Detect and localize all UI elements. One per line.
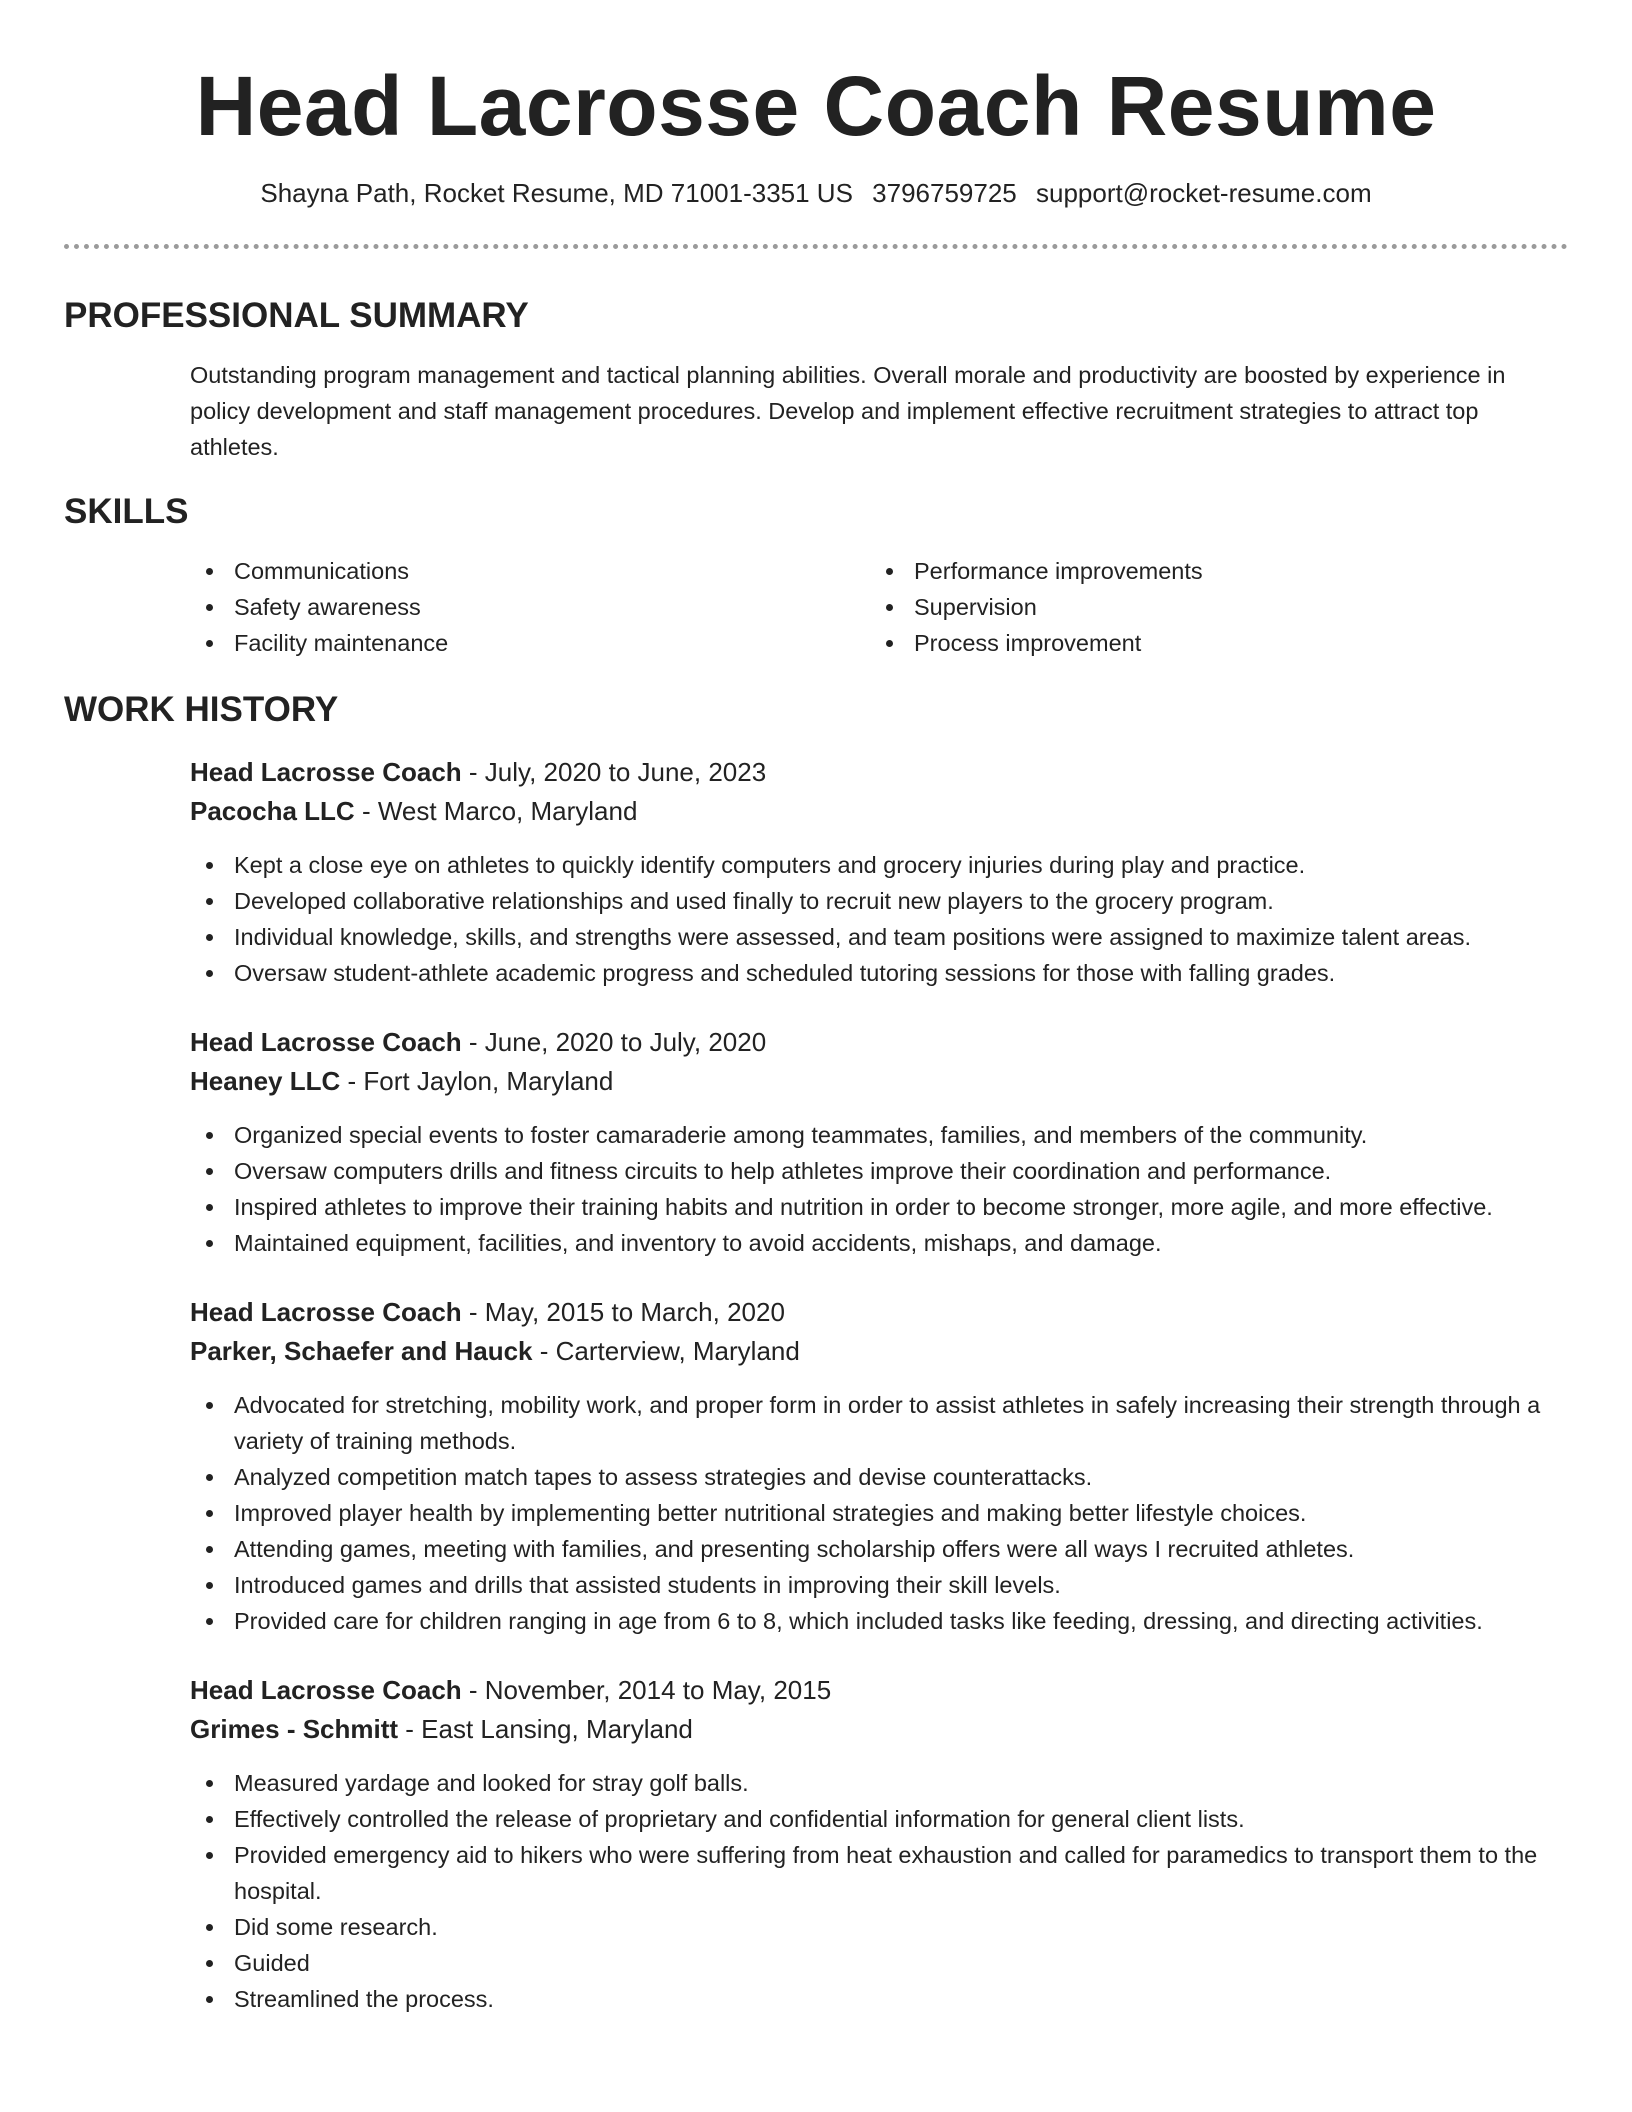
- skills-column-right: [870, 553, 1550, 661]
- job-company-line: [190, 1710, 1568, 1749]
- job-title: Head Lacrosse Coach: [190, 757, 462, 788]
- section-heading-work-history: WORK HISTORY: [64, 690, 339, 730]
- job-title-line: [190, 753, 1568, 792]
- resume-title: Head Lacrosse Coach Resume: [195, 59, 1437, 153]
- job-title-line: [190, 1293, 1568, 1332]
- job-bullet: Did some research.: [190, 1909, 1568, 1945]
- job-company: Heaney LLC: [190, 1066, 341, 1097]
- job-bullet: Guided: [190, 1945, 1568, 1981]
- job-dates: - July, 2020 to June, 2023: [461, 757, 767, 788]
- job-title: Head Lacrosse Coach: [190, 1027, 462, 1058]
- job-location: - Carterview, Maryland: [532, 1336, 800, 1367]
- summary-text: Outstanding program management and tactical planning abilities. Overall morale and productivity are boosted by experience in policy development and staff management procedures. Develop and implement effective recruitment strategies to attract top athletes.: [190, 362, 1506, 461]
- contact-email: support@rocket-resume.com: [1036, 177, 1372, 208]
- skill-item: Supervision: [870, 589, 1550, 625]
- job-company: Parker, Schaefer and Hauck: [190, 1336, 533, 1367]
- job-bullets: [190, 847, 1568, 991]
- header-divider: [64, 244, 1568, 249]
- job-bullet: Developed collaborative relationships and used finally to recruit new players to the grocery program.: [190, 883, 1568, 919]
- section-heading-summary: PROFESSIONAL SUMMARY: [64, 296, 529, 336]
- job-location: - Fort Jaylon, Maryland: [340, 1066, 614, 1097]
- skills-section: [0, 491, 1632, 661]
- job-company-line: [190, 1062, 1568, 1101]
- job-title: Head Lacrosse Coach: [190, 1675, 462, 1706]
- job-entry: [190, 1023, 1568, 1261]
- job-title: Head Lacrosse Coach: [190, 1297, 462, 1328]
- resume-header: [0, 0, 1632, 210]
- job-location: - West Marco, Maryland: [354, 796, 638, 827]
- skills-column-left: [190, 553, 870, 661]
- professional-summary-section: [0, 295, 1632, 465]
- job-title-line: [190, 1023, 1568, 1062]
- contact-line: [0, 177, 1632, 211]
- job-company-line: [190, 792, 1568, 831]
- job-bullet: Oversaw student-athlete academic progress and scheduled tutoring sessions for those with falling grades.: [190, 955, 1568, 991]
- job-bullet: Individual knowledge, skills, and strengths were assessed, and team positions were assigned to maximize talent areas.: [190, 919, 1568, 955]
- job-bullet: Oversaw computers drills and fitness circuits to help athletes improve their coordination and performance.: [190, 1153, 1568, 1189]
- job-company: Grimes - Schmitt: [190, 1714, 399, 1745]
- job-bullet: Analyzed competition match tapes to assess strategies and devise counterattacks.: [190, 1459, 1568, 1495]
- job-bullet: Attending games, meeting with families, and presenting scholarship offers were all ways I recruited athletes.: [190, 1531, 1568, 1567]
- job-bullet: Improved player health by implementing better nutritional strategies and making better lifestyle choices.: [190, 1495, 1568, 1531]
- skill-item: Process improvement: [870, 625, 1550, 661]
- job-bullet: Measured yardage and looked for stray golf balls.: [190, 1765, 1568, 1801]
- job-bullet: Inspired athletes to improve their training habits and nutrition in order to become stronger, more agile, and more effective.: [190, 1189, 1568, 1225]
- job-bullet: Provided emergency aid to hikers who were suffering from heat exhaustion and called for paramedics to transport them to the hospital.: [190, 1837, 1568, 1909]
- skills-grid: [190, 553, 1568, 661]
- job-company-line: [190, 1332, 1568, 1371]
- job-bullet: Maintained equipment, facilities, and inventory to avoid accidents, mishaps, and damage.: [190, 1225, 1568, 1261]
- work-history-section: [0, 689, 1632, 2017]
- job-dates: - November, 2014 to May, 2015: [461, 1675, 832, 1706]
- job-entry: [190, 753, 1568, 991]
- job-dates: - May, 2015 to March, 2020: [461, 1297, 785, 1328]
- job-bullet: Kept a close eye on athletes to quickly identify computers and grocery injuries during play and practice.: [190, 847, 1568, 883]
- job-entry: [190, 1293, 1568, 1639]
- job-bullet: Advocated for stretching, mobility work, and proper form in order to assist athletes in safely increasing their strength through a variety of training methods.: [190, 1387, 1568, 1459]
- job-bullets: [190, 1765, 1568, 2017]
- section-heading-skills: SKILLS: [64, 492, 189, 532]
- job-title-line: [190, 1671, 1568, 1710]
- job-bullet: Introduced games and drills that assisted students in improving their skill levels.: [190, 1567, 1568, 1603]
- skill-item: Communications: [190, 553, 870, 589]
- contact-address: Shayna Path, Rocket Resume, MD 71001-3351 US: [260, 177, 853, 208]
- job-bullet: Organized special events to foster camaraderie among teammates, families, and members of the community.: [190, 1117, 1568, 1153]
- job-bullet: Provided care for children ranging in age from 6 to 8, which included tasks like feeding, dressing, and directing activities.: [190, 1603, 1568, 1639]
- job-location: - East Lansing, Maryland: [398, 1714, 693, 1745]
- job-entry: [190, 1671, 1568, 2017]
- job-bullets: [190, 1117, 1568, 1261]
- skill-item: Performance improvements: [870, 553, 1550, 589]
- job-dates: - June, 2020 to July, 2020: [461, 1027, 767, 1058]
- skill-item: Facility maintenance: [190, 625, 870, 661]
- job-company: Pacocha LLC: [190, 796, 355, 827]
- job-bullets: [190, 1387, 1568, 1639]
- job-bullet: Streamlined the process.: [190, 1981, 1568, 2017]
- contact-phone: 3796759725: [872, 177, 1017, 208]
- skill-item: Safety awareness: [190, 589, 870, 625]
- job-bullet: Effectively controlled the release of proprietary and confidential information for general client lists.: [190, 1801, 1568, 1837]
